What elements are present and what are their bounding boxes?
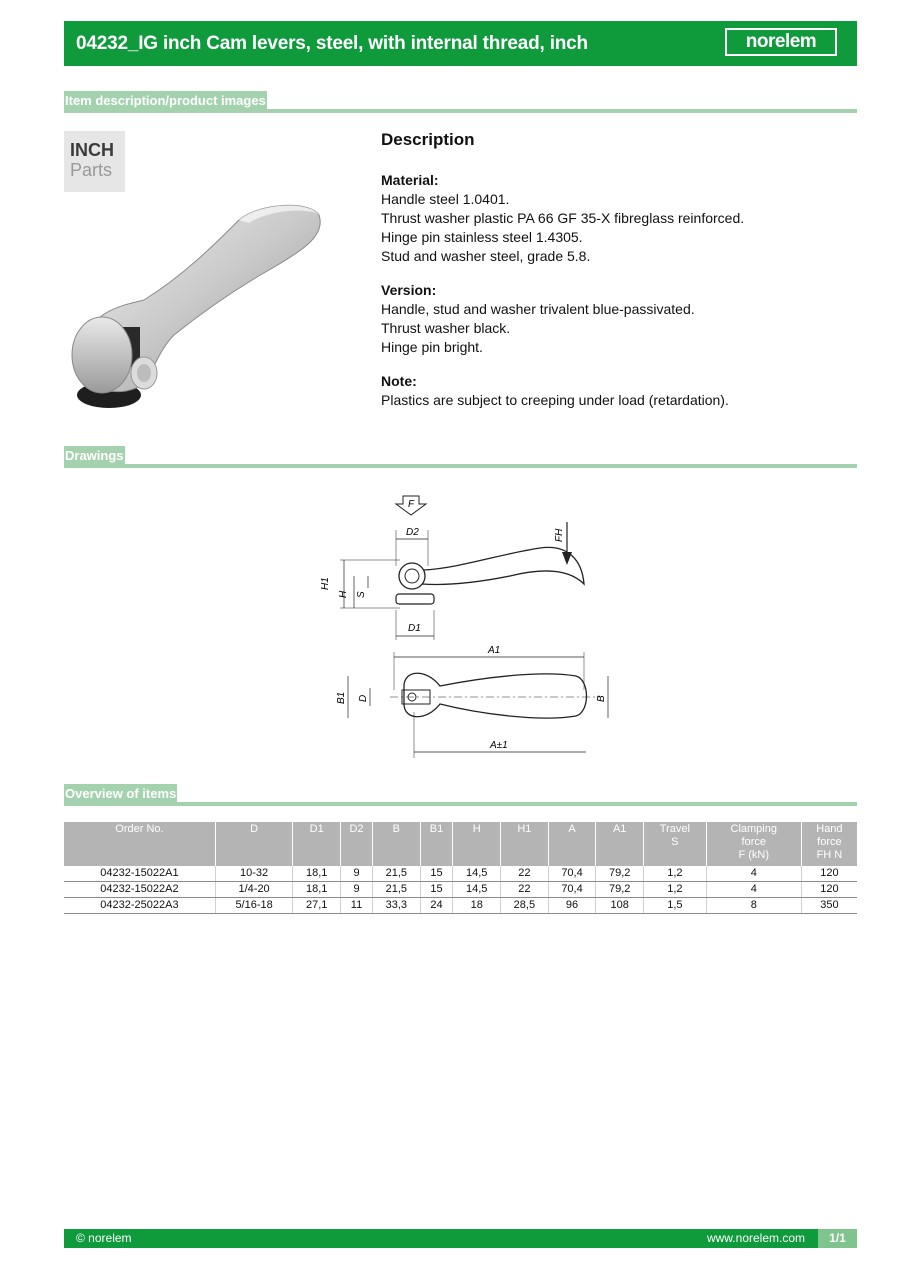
material-label: Material:: [381, 172, 439, 188]
material-line: Hinge pin stainless steel 1.4305.: [381, 229, 583, 245]
page-title: 04232_IG inch Cam levers, steel, with internal thread, inch: [76, 33, 588, 54]
label-f: F: [408, 499, 415, 510]
material-line: Thrust washer plastic PA 66 GF 35-X fibreglass reinforced.: [381, 210, 745, 226]
label-fh: FH: [554, 528, 565, 542]
product-photo: [64, 195, 326, 425]
page-number: 1/1: [818, 1229, 857, 1248]
column-header: H: [453, 822, 501, 866]
table-cell: 18: [453, 898, 501, 914]
column-header: D1: [293, 822, 341, 866]
table-cell: 18,1: [293, 866, 341, 882]
table-cell: 04232-15022A1: [64, 866, 215, 882]
version-label: Version:: [381, 282, 437, 298]
table-cell: 21,5: [372, 882, 420, 898]
table-cell: 350: [801, 898, 857, 914]
items-table: [64, 822, 857, 914]
section-divider: [64, 802, 857, 806]
table-body: [64, 866, 857, 914]
label-a: A±1: [490, 740, 508, 751]
table-cell: 22: [501, 866, 549, 882]
column-header: A: [548, 822, 596, 866]
table-cell: 24: [420, 898, 453, 914]
column-header: Order No.: [64, 822, 215, 866]
table-cell: 21,5: [372, 866, 420, 882]
section-label-drawings: Drawings: [64, 446, 125, 466]
table-cell: 108: [596, 898, 644, 914]
column-header: D: [215, 822, 293, 866]
column-header: A1: [596, 822, 644, 866]
table-cell: 9: [341, 882, 373, 898]
note-label: Note:: [381, 373, 417, 389]
table-cell: 14,5: [453, 866, 501, 882]
table-cell: 04232-25022A3: [64, 898, 215, 914]
table-cell: 8: [706, 898, 801, 914]
table-cell: 9: [341, 866, 373, 882]
table-cell: 15: [420, 882, 453, 898]
column-header: Clamping force F (kN): [706, 822, 801, 866]
column-header: D2: [341, 822, 373, 866]
table-row: [64, 866, 857, 882]
footer-copyright: © norelem: [76, 1231, 132, 1245]
table-cell: 120: [801, 866, 857, 882]
inch-parts-badge: [64, 131, 125, 192]
badge-line2: Parts: [70, 160, 113, 180]
description-block: [381, 128, 851, 410]
section-divider: [64, 464, 857, 468]
section-label-item-description: Item description/product images: [64, 91, 267, 111]
table-cell: 70,4: [548, 866, 596, 882]
note-line: Plastics are subject to creeping under load (retardation).: [381, 392, 729, 408]
table-cell: 1,5: [644, 898, 707, 914]
table-row: [64, 898, 857, 914]
table-cell: 96: [548, 898, 596, 914]
table-cell: 5/16-18: [215, 898, 293, 914]
label-s: S: [356, 591, 367, 598]
label-b: B: [596, 695, 607, 702]
table-cell: 04232-15022A2: [64, 882, 215, 898]
footer-url[interactable]: www.norelem.com: [706, 1231, 805, 1245]
table-header-row: [64, 822, 857, 866]
column-header: B: [372, 822, 420, 866]
table-cell: 11: [341, 898, 373, 914]
table-cell: 14,5: [453, 882, 501, 898]
material-line: Stud and washer steel, grade 5.8.: [381, 248, 591, 264]
label-d: D: [358, 694, 369, 702]
technical-drawing: [300, 490, 630, 770]
page-header: [64, 21, 857, 66]
table-cell: 28,5: [501, 898, 549, 914]
label-d2: D2: [406, 527, 419, 538]
label-h1: H1: [320, 577, 331, 590]
table-cell: 79,2: [596, 882, 644, 898]
badge-line1: INCH: [70, 140, 114, 160]
version-line: Thrust washer black.: [381, 320, 511, 336]
column-header: H1: [501, 822, 549, 866]
table-row: [64, 882, 857, 898]
column-header: B1: [420, 822, 453, 866]
label-d1: D1: [408, 623, 421, 634]
table-cell: 79,2: [596, 866, 644, 882]
section-label-overview: Overview of items: [64, 784, 177, 804]
table-cell: 1/4-20: [215, 882, 293, 898]
description-heading: Description: [381, 130, 475, 149]
page-footer: [64, 1229, 857, 1248]
table-cell: 33,3: [372, 898, 420, 914]
table-cell: 15: [420, 866, 453, 882]
version-line: Hinge pin bright.: [381, 339, 483, 355]
column-header: Travel S: [644, 822, 707, 866]
table-cell: 1,2: [644, 882, 707, 898]
table-cell: 18,1: [293, 882, 341, 898]
table-cell: 4: [706, 882, 801, 898]
table-cell: 4: [706, 866, 801, 882]
label-h: H: [338, 590, 349, 598]
material-line: Handle steel 1.0401.: [381, 191, 510, 207]
table-cell: 27,1: [293, 898, 341, 914]
table-cell: 70,4: [548, 882, 596, 898]
version-line: Handle, stud and washer trivalent blue-passivated.: [381, 301, 695, 317]
label-b1: B1: [336, 691, 347, 704]
table-cell: 22: [501, 882, 549, 898]
label-a1: A1: [488, 645, 501, 656]
norelem-logo: norelem: [725, 28, 837, 56]
table-cell: 10-32: [215, 866, 293, 882]
table-cell: 1,2: [644, 866, 707, 882]
column-header: Hand force FH N: [801, 822, 857, 866]
table-cell: 120: [801, 882, 857, 898]
